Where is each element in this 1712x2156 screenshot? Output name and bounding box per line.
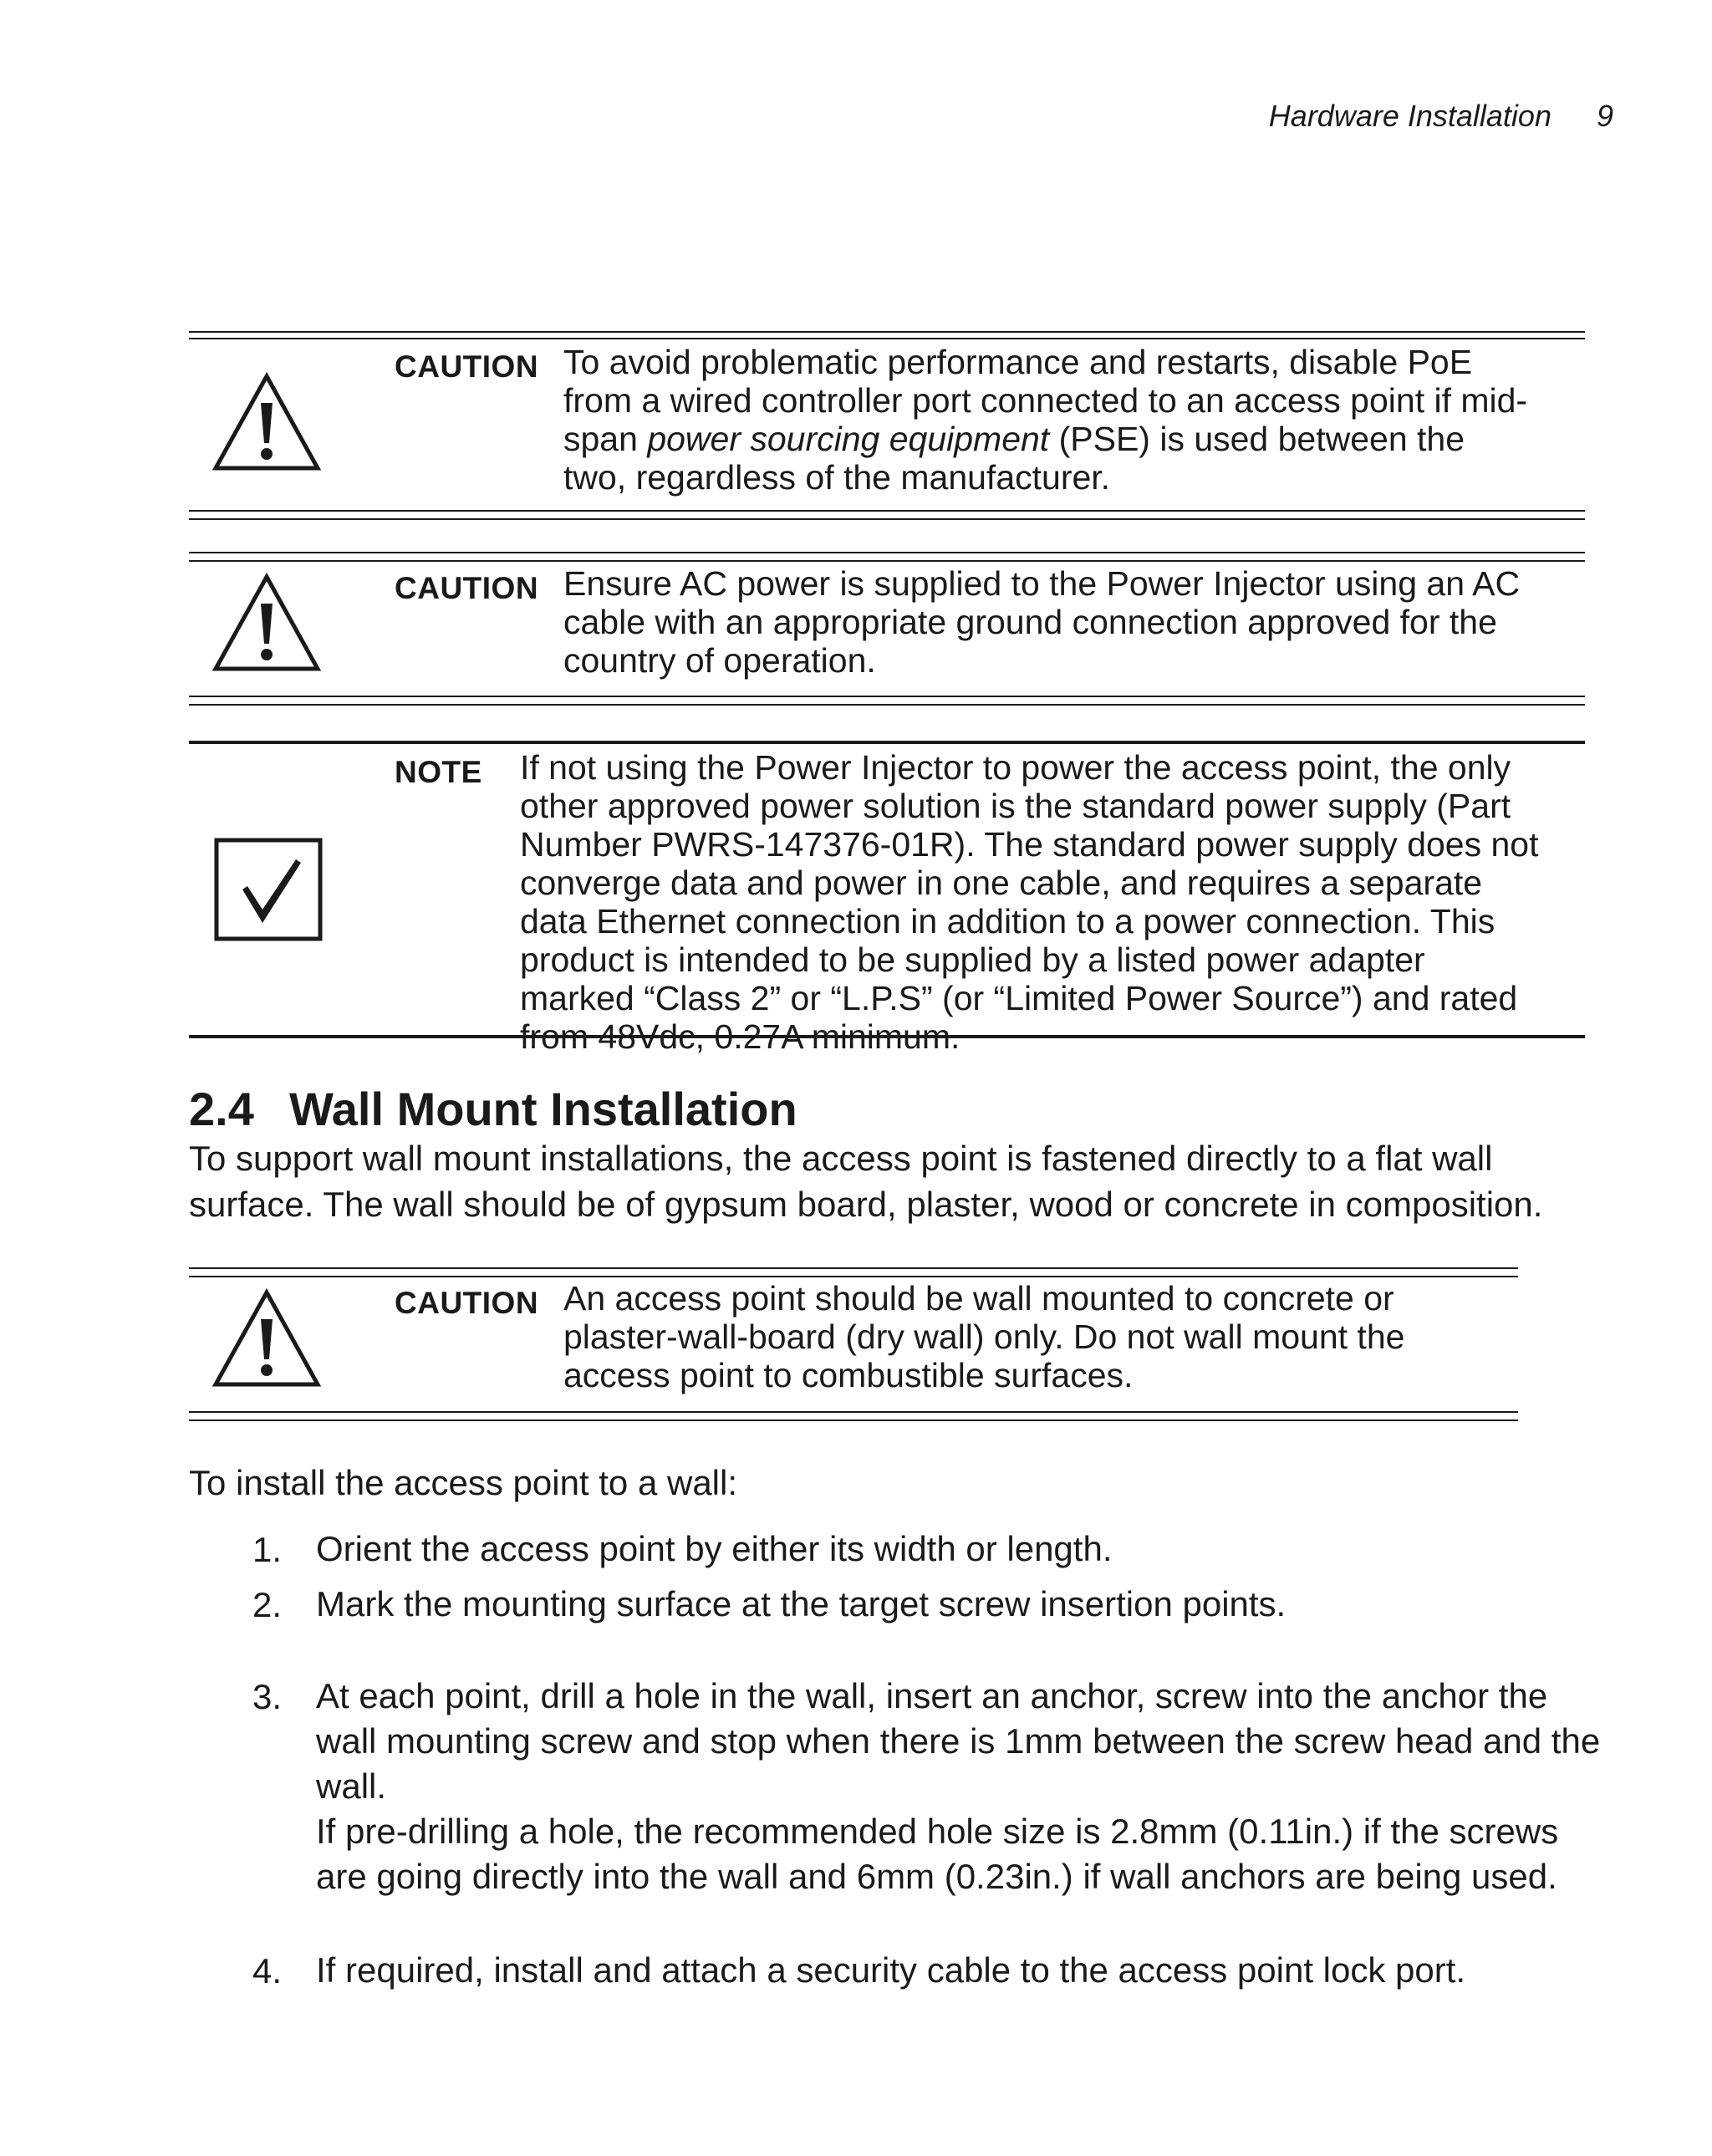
divider <box>189 331 1585 333</box>
section-number: 2.4 <box>189 1083 254 1135</box>
note-label: NOTE <box>395 755 482 789</box>
caution-text-part: (PSE) is used between the two, regardless of the manufacturer. <box>563 420 1465 497</box>
warning-triangle-icon <box>211 572 323 674</box>
divider <box>189 552 1585 553</box>
warning-triangle-icon <box>211 371 323 473</box>
step-text: At each point, drill a hole in the wall, insert an anchor, screw into the anchor the wall mounting screw and stop when there is 1mm between the screw head and the wall. <box>316 1676 1601 1806</box>
note-text: If not using the Power Injector to power the access point, the only other approved power solution is the standard power supply (Part Number PWRS-147376-01R). The standard power supply does not converge data and power in one cable, and requires a separate data Ethernet connection in addition to a power connection. This product is intended to be supplied by a listed power adapter marked “Class 2” or “L.P.S” (or “Limited Power Source”) and rated from 48Vdc, 0.27A minimum. <box>520 748 1539 1056</box>
warning-triangle-icon <box>211 1287 323 1389</box>
caution-text-part: To avoid problematic performance and restarts, disable PoE from a wired controller port connected to an access point if mid-span <box>563 343 1528 458</box>
divider <box>189 741 1585 744</box>
step-number: 4. <box>252 1951 283 1990</box>
caution-label: CAUTION <box>395 571 539 605</box>
divider <box>189 1276 1518 1277</box>
running-header <box>1269 99 1613 134</box>
header-section-title: Hardware Installation <box>1268 99 1552 133</box>
section-title: Wall Mount Installation <box>289 1083 797 1135</box>
step-number: 3. <box>252 1677 283 1716</box>
caution-text-emphasis: power sourcing equipment <box>647 420 1050 458</box>
caution-text: An access point should be wall mounted to concrete or plaster-wall-board (dry wall) only. Do not wall mount the access point to combustible surfaces. <box>563 1279 1405 1394</box>
divider <box>189 518 1585 520</box>
step-number: 2. <box>252 1585 283 1624</box>
caution-text <box>563 343 1533 497</box>
step-text: Mark the mounting surface at the target screw insertion points. <box>316 1584 1287 1623</box>
step-number: 1. <box>252 1530 283 1569</box>
divider <box>189 510 1585 512</box>
section-intro: To support wall mount installations, the access point is fastened directly to a flat wall surface. The wall should be of gypsum board, plaster, wood or concrete in composition. <box>189 1139 1543 1224</box>
section-heading <box>189 1082 797 1136</box>
divider <box>189 704 1585 706</box>
step-text: Orient the access point by either its width or length. <box>316 1529 1113 1568</box>
step-subtext: If pre-drilling a hole, the recommended hole size is 2.8mm (0.11in.) if the screws are going directly into the wall and 6mm (0.23in.) if wall anchors are being used. <box>316 1812 1559 1896</box>
caution-label: CAUTION <box>395 349 539 384</box>
checkbox-check-icon <box>214 838 323 941</box>
divider <box>189 1419 1518 1421</box>
divider <box>189 1411 1518 1413</box>
caution-text: Ensure AC power is supplied to the Power Injector using an AC cable with an appropriate ground connection approved for the country of operation. <box>563 564 1521 680</box>
caution-label: CAUTION <box>395 1286 539 1320</box>
divider <box>189 1035 1585 1038</box>
step-text: If required, install and attach a security cable to the access point lock port. <box>316 1950 1466 1990</box>
page-number: 9 <box>1596 99 1613 133</box>
divider <box>189 696 1585 697</box>
divider <box>189 338 1585 339</box>
install-lead: To install the access point to a wall: <box>189 1463 738 1502</box>
divider <box>189 560 1585 562</box>
divider <box>189 1267 1518 1269</box>
